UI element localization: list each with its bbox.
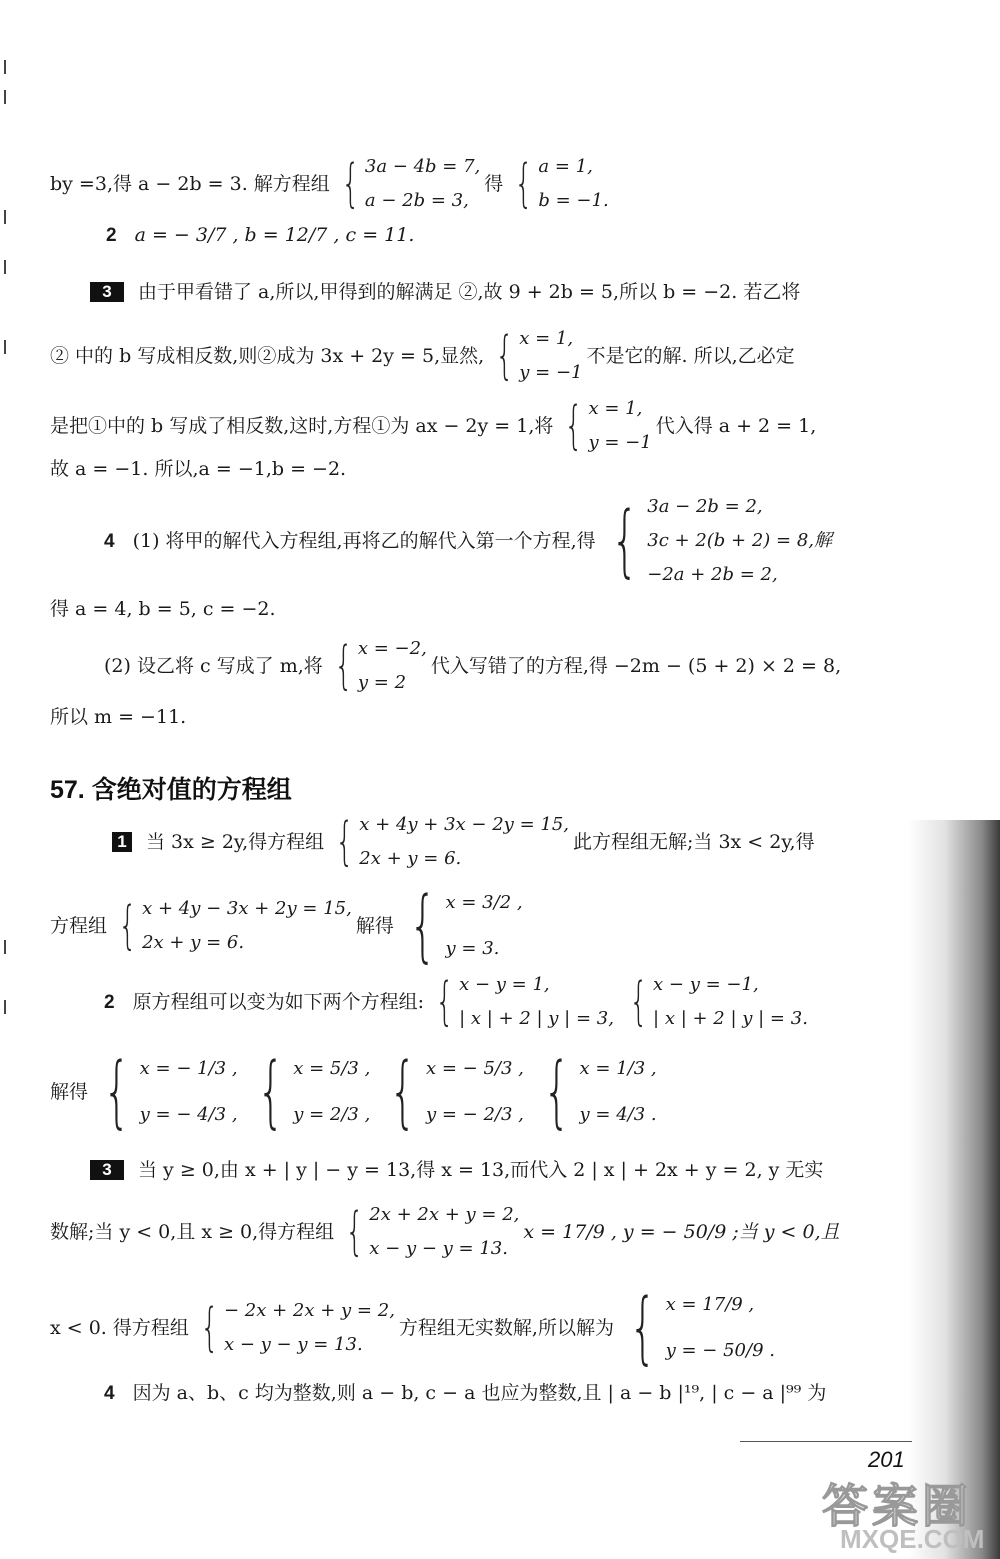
solution-system: { x = − 1/3 , y = − 4/3 , — [103, 1047, 238, 1137]
answer-line — [50, 1198, 910, 1266]
answer-text: 数解;当 y < 0,且 x ≥ 0,得方程组 — [50, 1220, 335, 1243]
equation: | x | + 2 | y | = 3, — [459, 1008, 614, 1029]
equation: y = − 4/3 , — [139, 1104, 238, 1125]
answer-text: ② 中的 b 写成相反数,则②成为 3x + 2y = 5,显然, — [50, 344, 485, 367]
solution-system: { x = − 5/3 , y = − 2/3 , — [389, 1047, 524, 1137]
equation: y = −1 — [519, 362, 583, 383]
answer-text: 原方程组可以变为如下两个方程组: — [132, 990, 424, 1013]
question-number: 4 — [104, 530, 115, 552]
solution-system: { x = 5/3 , y = 2/3 , — [256, 1047, 371, 1137]
answer-text: 故 a = −1. 所以,a = −1,b = −2. — [50, 458, 347, 480]
question-number: 2 — [106, 225, 117, 246]
answer-text: 方程组无实数解,所以解为 — [398, 1316, 614, 1339]
equation: y = − 50/9 . — [665, 1340, 775, 1361]
answer-text: 此方程组无解;当 3x < 2y,得 — [573, 830, 815, 853]
equation-system: { x + 4y − 3x + 2y = 15, 2x + y = 6. — [111, 892, 352, 960]
answer-line — [112, 808, 972, 876]
answer-line — [104, 632, 964, 700]
answer-line — [50, 1046, 910, 1138]
equation: y = 3. — [445, 938, 500, 959]
answer-line — [50, 708, 910, 727]
equation-system: { x − y = 1, | x | + 2 | y | = 3, — [428, 968, 614, 1036]
equation: x − y = −1, — [653, 974, 759, 995]
equation: x − y − y = 13. — [369, 1238, 508, 1259]
answer-text: 解得 — [355, 914, 394, 937]
footer-rule — [740, 1441, 912, 1442]
question-number-box: 1 — [112, 832, 132, 852]
equation-system: { x = 1, y = −1 — [557, 392, 651, 460]
equation: a = 1, — [538, 156, 593, 177]
answer-text: 得 a = 4, b = 5, c = −2. — [50, 598, 276, 620]
watermark-text: 答案圈 — [822, 1480, 972, 1532]
equation: x = − 1/3 , — [139, 1058, 238, 1079]
answer-text: 代入写错了的方程,得 −2m − (5 + 2) × 2 = 8, — [430, 654, 842, 677]
equation: x = 17/9 , — [665, 1294, 755, 1315]
answer-text: 不是它的解. 所以,乙必定 — [586, 344, 795, 367]
answer-text: 当 y ≥ 0,由 x + | y | − y = 13,得 x = 13,而代入 2 | x | + 2x + y = 2, y 无实 — [138, 1158, 824, 1181]
question-number-box: 3 — [90, 282, 124, 302]
equation: x = − 5/3 , — [425, 1058, 524, 1079]
equation: x = 1, — [519, 328, 574, 349]
answer-text: 所以 m = −11. — [50, 706, 187, 728]
equation: 3a − 4b = 7, — [364, 156, 481, 177]
equation-system: { x − y = −1, | x | + 2 | y | = 3. — [622, 968, 808, 1036]
answer-line — [106, 226, 966, 245]
answer-line — [104, 490, 964, 592]
equation-system: { 3a − 4b = 7, a − 2b = 3, — [334, 150, 480, 218]
equation: y = −1 — [588, 432, 652, 453]
page-number: 201 — [868, 1447, 905, 1472]
equation: x − y = 1, — [459, 974, 550, 995]
equation: | x | + 2 | y | = 3. — [653, 1008, 808, 1029]
equation: x = 3/2 , — [445, 892, 523, 913]
answer-text: 由于甲看错了 a,所以,甲得到的解满足 ②,故 9 + 2b = 5,所以 b = −2. 若乙将 — [138, 280, 801, 303]
equation: x = 5/3 , — [293, 1058, 371, 1079]
section-title: 57. 含绝对值的方程组 — [50, 776, 292, 804]
page-edge-shadow — [908, 820, 1000, 1559]
equation: y = − 2/3 , — [425, 1104, 524, 1125]
answer-text: 解得 — [50, 1080, 89, 1103]
equation: 2x + 2x + y = 2, — [369, 1204, 520, 1225]
answer-line — [104, 968, 964, 1036]
question-number: 2 — [104, 991, 115, 1013]
equation: 3a − 2b = 2, — [647, 496, 763, 517]
question-number: 4 — [104, 1383, 115, 1404]
answer-line — [50, 150, 910, 218]
equation-system: { − 2x + 2x + y = 2, x − y − y = 13. — [193, 1294, 395, 1362]
equation-system: { a = 1, b = −1. — [507, 150, 608, 218]
answer-text: 代入得 a + 2 = 1, — [655, 414, 817, 437]
answer-text: 方程组 — [50, 914, 108, 937]
equation-system: { x + 4y + 3x − 2y = 15, 2x + y = 6. — [328, 808, 569, 876]
answer-text: x = 17/9 , y = − 50/9 ;当 y < 0,且 — [523, 1220, 840, 1243]
solution-system: { x = 1/3 , y = 4/3 . — [543, 1047, 657, 1137]
equation: 2x + y = 6. — [359, 848, 462, 869]
equation: 3c + 2(b + 2) = 8,解 — [647, 530, 833, 551]
equation: x = −2, — [357, 638, 427, 659]
equation: a − 2b = 3, — [364, 190, 469, 211]
answer-line — [50, 460, 910, 479]
equation: 2x + y = 6. — [142, 932, 245, 953]
answer-line — [50, 1282, 910, 1374]
equation: x + 4y − 3x + 2y = 15, — [142, 898, 352, 919]
solution-system: { x = 17/9 , y = − 50/9 . — [629, 1283, 775, 1373]
equation: b = −1. — [538, 190, 609, 211]
answer-line — [50, 600, 910, 619]
equation: x = 1/3 , — [579, 1058, 657, 1079]
answer-line — [90, 282, 950, 302]
answer-text: 当 3x ≥ 2y,得方程组 — [146, 830, 325, 853]
answer-line — [90, 1160, 950, 1180]
equation: y = 2/3 , — [293, 1104, 371, 1125]
equation-system: { x = −2, y = 2 — [327, 632, 427, 700]
answer-text: (2) 设乙将 c 写成了 m,将 — [104, 654, 323, 677]
answer-text: x < 0. 得方程组 — [50, 1316, 189, 1339]
watermark-logo — [822, 1470, 992, 1556]
equation: − 2x + 2x + y = 2, — [223, 1300, 395, 1321]
answer-line — [50, 880, 910, 972]
equation-system: { x = 1, y = −1 — [488, 322, 582, 390]
answer-line — [104, 1384, 964, 1403]
equation: −2a + 2b = 2, — [647, 564, 778, 585]
binding-marks — [4, 60, 14, 1060]
answer-text: 是把①中的 b 写成了相反数,这时,方程①为 ax − 2y = 1,将 — [50, 414, 554, 437]
equation-system: { 3a − 2b = 2, 3c + 2(b + 2) = 8,解 −2a + 2b = 2, — [600, 490, 832, 592]
equation: x = 1, — [588, 398, 643, 419]
equation-system: { 2x + 2x + y = 2, x − y − y = 13. — [338, 1198, 519, 1266]
question-number-box: 3 — [90, 1160, 124, 1180]
answer-text: a = − 3/7 , b = 12/7 , c = 11. — [134, 224, 415, 246]
answer-text: 得 — [484, 172, 504, 195]
answer-text: (1) 将甲的解代入方程组,再将乙的解代入第一个方程,得 — [132, 529, 596, 552]
equation: y = 4/3 . — [579, 1104, 657, 1125]
watermark-url: MXQE.COM — [840, 1524, 985, 1554]
answer-text: by =3,得 a − 2b = 3. 解方程组 — [50, 172, 330, 195]
equation: x − y − y = 13. — [223, 1334, 363, 1355]
equation: y = 2 — [357, 672, 407, 693]
answer-line — [50, 392, 910, 460]
answer-text: 因为 a、b、c 均为整数,则 a − b, c − a 也应为整数,且 | a − b |¹⁹, | c − a |⁹⁹ 为 — [132, 1382, 827, 1404]
solution-system: { x = 3/2 , y = 3. — [409, 881, 523, 971]
equation: x + 4y + 3x − 2y = 15, — [359, 814, 570, 835]
answer-line — [50, 322, 910, 390]
